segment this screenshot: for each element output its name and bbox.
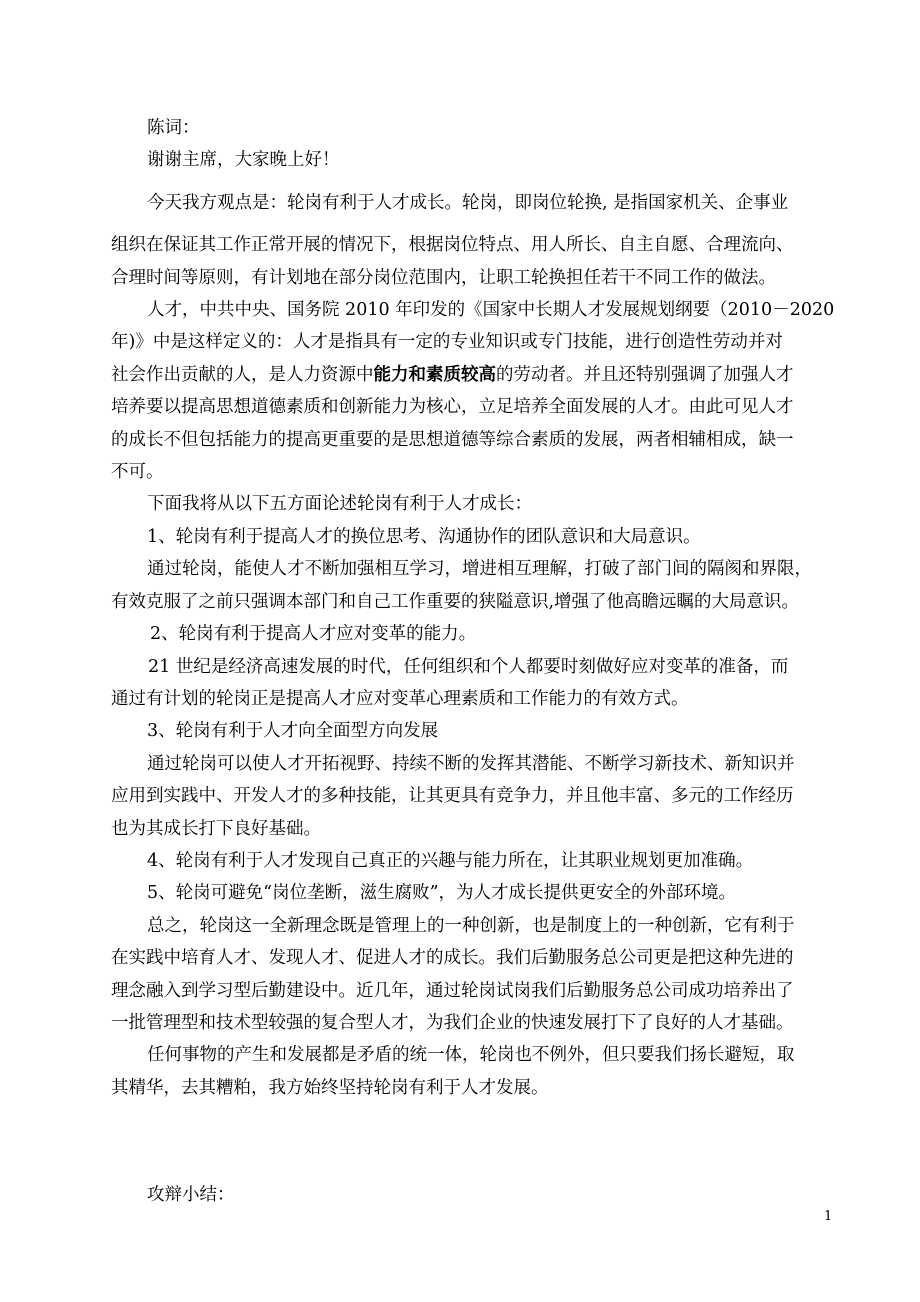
text-line: 应用到实践中、开发人才的多种技能，让其更具有竞争力，并且他丰富、多元的工作经历 — [111, 786, 794, 807]
point-heading-1: 1、轮岗有利于提高人才的换位思考、沟通协作的团队意识和大局意识。 — [147, 526, 701, 547]
text-line: 21 世纪是经济高速发展的时代，任何组织和个人都要时刻做好应对变革的准备，而 — [148, 656, 789, 677]
text-line: 合理时间等原则，有计划地在部分岗位范围内，让职工轮换担任若干不同工作的做法。 — [111, 267, 776, 288]
text-line: 其精华，去其糟粕，我方始终坚持轮岗有利于人才发展。 — [111, 1077, 549, 1098]
point-heading-4: 4、轮岗有利于人才发现自己真正的兴趣与能力所在，让其职业规划更加准确。 — [147, 850, 754, 871]
text-line: 年)》中是这样定义的：人才是指具有一定的专业知识或专门技能，进行创造性劳动并对 — [111, 332, 783, 353]
text-line: 也为其成长打下良好基础。 — [111, 818, 321, 839]
point-heading-5: 5、轮岗可避免“岗位垄断，滋生腐败”，为人才成长提供更安全的外部环境。 — [147, 883, 737, 904]
paragraph-definition-rotation — [111, 187, 833, 294]
text-line: 有效克服了之前只强调本部门和自己工作重要的狭隘意识,增强了他高瞻远瞩的大局意识。 — [111, 591, 800, 612]
next-section-heading: 攻辩小结： — [147, 1185, 235, 1205]
greeting: 谢谢主席，大家晚上好！ — [147, 150, 340, 171]
text-line: 人才，中共中央、国务院 2010 年印发的《国家中长期人才发展规划纲要（2010－2020 — [147, 300, 835, 321]
text-line: 通过轮岗可以使人才开拓视野、持续不断的发挥其潜能、不断学习新技术、新知识并 — [147, 753, 795, 774]
text-line: 培养要以提高思想道德素质和创新能力为核心，立足培养全面发展的人才。由此可见人才 — [111, 397, 794, 418]
emphasis-text: 能力和素质较高 — [373, 364, 496, 385]
intro-line: 下面我将从以下五方面论述轮岗有利于人才成长： — [147, 494, 532, 515]
text-line: 的成长不但包括能力的提高更重要的是思想道德等综合素质的发展，两者相辅相成，缺一 — [111, 429, 794, 450]
text-line: 在实践中培育人才、发现人才、促进人才的成长。我们后勤服务总公司更是把这种先进的 — [111, 948, 794, 969]
text-span: 社会作出贡献的人，是人力资源中 — [111, 364, 374, 385]
page-number: 1 — [824, 1209, 833, 1224]
text-line: 今天我方观点是：轮岗有利于人才成长。轮岗，即岗位轮换, 是指国家机关、企事业 — [147, 192, 789, 213]
text-line — [111, 359, 833, 391]
text-line: 理念融入到学习型后勤建设中。近几年，通过轮岗试岗我们后勤服务总公司成功培养出了 — [111, 980, 794, 1001]
text-line: 不可。 — [111, 462, 164, 483]
text-line: 一批管理型和技术型较强的复合型人才，为我们企业的快速发展打下了良好的人才基础。 — [111, 1012, 794, 1033]
paragraph-definition-talent — [111, 294, 833, 488]
text-line: 任何事物的产生和发展都是矛盾的统一体，轮岗也不例外，但只要我们扬长避短，取 — [147, 1045, 795, 1066]
text-line: 组织在保证其工作正常开展的情况下，根据岗位特点、用人所长、自主自愿、合理流向、 — [111, 235, 794, 256]
text-line: 总之，轮岗这一全新理念既是管理上的一种创新，也是制度上的一种创新，它有利于 — [147, 915, 795, 936]
text-line: 通过轮岗，能使人才不断加强相互学习，增进相互理解，打破了部门间的隔阂和界限， — [147, 559, 812, 580]
document-body — [111, 112, 833, 1104]
point-heading-3: 3、轮岗有利于人才向全面型方向发展 — [147, 721, 439, 742]
text-line: 通过有计划的轮岗正是提高人才应对变革心理素质和工作能力的有效方式。 — [111, 688, 689, 709]
section-heading: 陈词： — [147, 118, 200, 138]
text-span: 的劳动者。并且还特别强调了加强人才 — [496, 364, 794, 385]
point-heading-2: 2、轮岗有利于提高人才应对变革的能力。 — [150, 624, 477, 645]
